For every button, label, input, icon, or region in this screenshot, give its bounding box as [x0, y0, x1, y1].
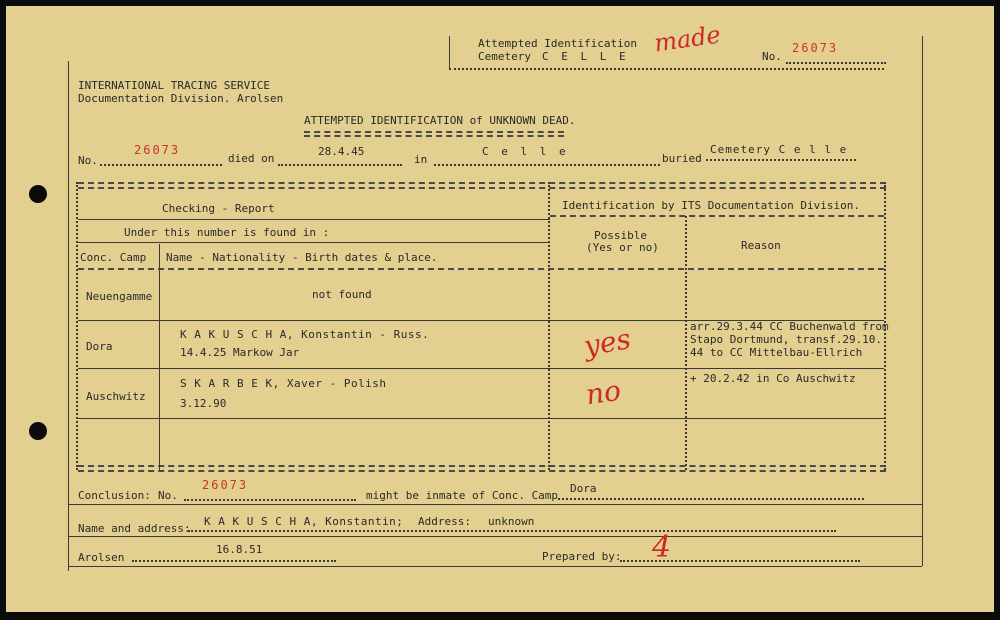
id-box-left — [449, 36, 450, 68]
table-row-2-reason-line2: Stapo Dortmund, transf.29.10. — [690, 333, 883, 346]
table-top-1 — [78, 182, 886, 184]
table-row-2-name-line2: 14.4.25 Markow Jar — [180, 346, 300, 359]
record-buried-value: Cemetery C e l l e — [710, 143, 848, 156]
address-label: Address: — [418, 515, 471, 528]
page-title: ATTEMPTED IDENTIFICATION of UNKNOWN DEAD. — [304, 114, 576, 127]
found-in-header: Under this number is found in : — [124, 226, 330, 239]
table-row-3-reason-line1: + 20.2.42 in Co Auschwitz — [690, 372, 856, 385]
table-row-1-name: not found — [312, 288, 372, 301]
id-box-line1: Attempted Identification — [478, 37, 637, 50]
prepared-label: Prepared by: — [542, 550, 622, 563]
table-row-3-possible: no — [583, 373, 623, 412]
table-row-1-camp: Neuengamme — [86, 290, 153, 303]
table-row-3-name-line1: S K A R B E K, Xaver - Polish — [180, 377, 387, 390]
record-in-label: in — [414, 153, 428, 166]
punch-hole-bottom — [29, 422, 47, 440]
table-left — [76, 182, 78, 470]
conclusion-no-value: 26073 — [202, 478, 249, 492]
checking-header: Checking - Report — [162, 202, 275, 215]
id-box-no-label: No. — [762, 50, 782, 63]
table-row-2-reason-line3: 44 to CC Mittelbau-Ellrich — [690, 346, 863, 359]
col-div-possible — [548, 182, 550, 470]
record-in-value: C e l l e — [482, 145, 569, 158]
date-value: 16.8.51 — [216, 543, 263, 556]
table-bottom-2 — [78, 470, 886, 472]
conclusion-camp-value: Dora — [570, 482, 597, 495]
table-row-3-name-line2: 3.12.90 — [180, 397, 227, 410]
row-line-3 — [78, 418, 884, 419]
col-div-reason — [685, 216, 687, 470]
table-row-2-name-line1: K A K U S C H A, Konstantin - Russ. — [180, 328, 430, 341]
prepared-dots — [620, 560, 860, 562]
frame-left — [68, 61, 69, 571]
name-address-name: K A K U S C H A, Konstantin; — [204, 515, 404, 528]
id-box-no-dots — [786, 62, 886, 64]
bottom-divider — [68, 566, 922, 567]
name-header: Name - Nationality - Birth dates & place. — [166, 251, 438, 264]
record-no-value: 26073 — [134, 143, 181, 157]
conclusion-no-dots — [184, 499, 356, 501]
conclusion-camp-dots — [558, 498, 864, 500]
record-buried-label: buried — [662, 152, 702, 165]
table-row-2-camp: Dora — [86, 340, 113, 353]
record-buried-dots — [706, 159, 856, 161]
conclusion-divider — [68, 504, 922, 505]
index-card — [6, 6, 994, 612]
conclusion-might-be: might be inmate of Conc. Camp — [366, 489, 559, 502]
name-address-label: Name and address: — [78, 522, 191, 535]
punch-hole-top — [29, 185, 47, 203]
record-died-dots — [278, 164, 402, 166]
conc-camp-header: Conc. Camp — [80, 251, 147, 264]
arolsen-label: Arolsen — [78, 551, 125, 564]
prepared-signature: 4 — [652, 530, 672, 565]
frame-right — [922, 36, 923, 566]
date-dots — [132, 560, 336, 562]
record-no-dots — [100, 164, 222, 166]
table-row-2-reason-line1: arr.29.3.44 CC Buchenwald from — [690, 320, 889, 333]
row-line-2 — [78, 368, 884, 369]
row-line-header2 — [78, 242, 550, 243]
record-no-label: No. — [78, 154, 98, 167]
record-died-value: 28.4.45 — [318, 145, 365, 158]
row-line-header1 — [78, 219, 550, 220]
name-address-dots — [188, 530, 836, 532]
record-died-label: died on — [228, 152, 275, 165]
row-line-header3 — [78, 268, 884, 270]
name-address-divider — [68, 536, 922, 537]
id-box-bottom — [449, 68, 884, 70]
table-row-2-possible: yes — [581, 322, 634, 363]
possible-header: Possible — [594, 229, 647, 242]
row-line-ident — [550, 215, 884, 217]
id-box-handwritten: made — [652, 20, 723, 58]
ident-header: Identification by ITS Documentation Division. — [562, 199, 861, 212]
org-line2: Documentation Division. Arolsen — [78, 92, 284, 105]
possible-subheader: (Yes or no) — [586, 241, 659, 254]
col-div-name — [159, 244, 160, 470]
record-in-dots — [434, 164, 660, 166]
address-value: unknown — [488, 515, 535, 528]
id-box-no-value: 26073 — [792, 41, 839, 55]
table-bottom-1 — [78, 465, 886, 467]
id-box-line2: Cemetery — [478, 50, 531, 63]
org-line1: INTERNATIONAL TRACING SERVICE — [78, 79, 271, 92]
reason-header: Reason — [741, 239, 781, 252]
id-box-cemetery: C E L L E — [542, 50, 629, 63]
conclusion-label: Conclusion: — [78, 489, 151, 502]
title-underline-2 — [304, 135, 564, 137]
conclusion-no-label: No. — [158, 489, 178, 502]
table-top-2 — [78, 187, 886, 189]
table-row-3-camp: Auschwitz — [86, 390, 146, 403]
title-underline-1 — [304, 131, 564, 133]
